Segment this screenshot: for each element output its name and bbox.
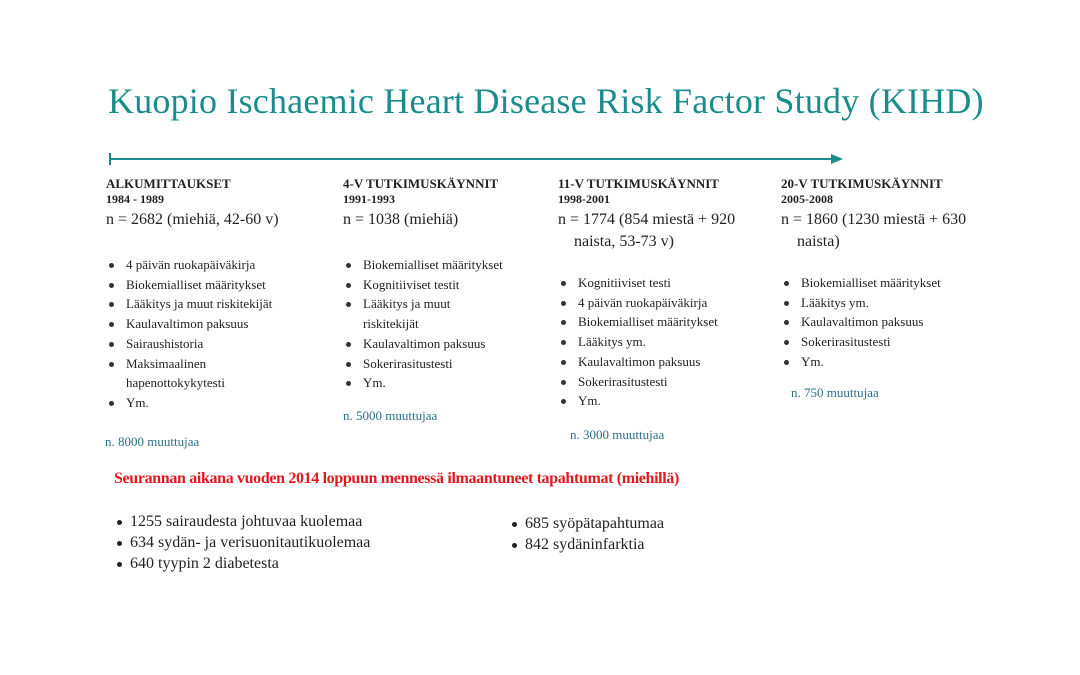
followup-events-left [115,511,370,574]
sample-size-text: n = 2682 (miehiä, 42-60 v) [106,211,279,228]
variable-count: n. 750 muuttujaa [791,384,879,400]
phase-column-4-year [343,176,503,424]
list-item: Biokemialliset määritykset [106,275,279,295]
list-item: Lääkitys ym. [558,332,735,352]
sample-size-line-1: n = 1860 (1230 miestä + 630 [781,211,967,228]
variable-count: n. 8000 muuttujaa [105,433,200,449]
list-item: Kaulavaltimon paksuus [558,352,735,372]
phase-years: 1998-2001 [558,192,610,206]
list-item: Sairaushistoria [106,334,279,354]
phase-years: 1984 - 1989 [106,192,164,206]
list-item: Kognitiiviset testi [558,273,735,293]
list-item: Kaulavaltimon paksuus [106,314,279,334]
list-item: Lääkitys ym. [781,293,966,313]
list-item-text: Maksimaalinen hapenottokykytesti [126,355,225,391]
followup-events-right [510,513,664,555]
sample-size-line-2: naista) [797,233,840,250]
arrow-head-icon [831,154,843,164]
measurement-list [106,255,279,413]
phase-name: 4-V TUTKIMUSKÄYNNIT [343,176,499,191]
sample-size-text: n = 1038 (miehiä) [343,211,459,228]
event-item: 685 syöpätapahtumaa [510,513,664,534]
page-title: Kuopio Ischaemic Heart Disease Risk Factor Study (KIHD) [108,81,984,121]
list-item: Sokerirasitustesti [781,332,966,352]
list-item: 4 päivän ruokapäiväkirja [106,255,279,275]
list-item: Ym. [558,391,735,411]
timeline-line [109,158,833,160]
event-item: 640 tyypin 2 diabetesta [115,553,370,574]
followup-heading: Seurannan aikana vuoden 2014 loppuun mennessä ilmaantuneet tapahtumat (miehillä) [114,470,680,487]
phase-column-11-year [558,176,735,443]
sample-size-line-2: naista, 53-73 v) [574,233,674,250]
measurement-list [558,273,735,411]
variable-count: n. 5000 muuttujaa [343,407,438,423]
phase-sample-size [781,209,966,253]
event-item: 634 sydän- ja verisuonitautikuolemaa [115,532,370,553]
list-item: Sokerirasitustesti [343,354,503,374]
event-item: 842 sydäninfarktia [510,534,664,555]
variable-count: n. 3000 muuttujaa [570,426,665,442]
list-item [106,354,276,393]
sample-size-line-1: n = 1774 (854 miestä + 920 [558,211,736,228]
phase-name: 11-V TUTKIMUSKÄYNNIT [558,176,719,191]
measurement-list [781,273,966,372]
phase-column-baseline [106,176,279,450]
list-item: Ym. [106,393,279,413]
phase-sample-size [558,209,735,253]
measurement-list [343,255,503,393]
list-item: Sokerirasitustesti [558,372,735,392]
list-item: Kaulavaltimon paksuus [781,312,966,332]
list-item: Biokemialliset määritykset [343,255,503,275]
list-item: Biokemialliset määritykset [558,312,735,332]
phase-sample-size [343,209,503,231]
list-item: 4 päivän ruokapäiväkirja [558,293,735,313]
timeline-arrow [109,151,844,167]
phase-sample-size [106,209,279,231]
phase-name: ALKUMITTAUKSET [106,176,231,191]
phase-years: 2005-2008 [781,192,833,206]
list-item: Ym. [781,352,966,372]
list-item: Kognitiiviset testit [343,275,503,295]
phase-column-20-year [781,176,966,401]
list-item: Ym. [343,373,503,393]
list-item: Lääkitys ja muut riskitekijät [106,294,279,314]
event-item: 1255 sairaudesta johtuvaa kuolemaa [115,511,370,532]
list-item: Kaulavaltimon paksuus [343,334,503,354]
phase-years: 1991-1993 [343,192,395,206]
phase-name: 20-V TUTKIMUSKÄYNNIT [781,176,943,191]
list-item-text: Lääkitys ja muut riskitekijät [363,296,451,332]
list-item: Biokemialliset määritykset [781,273,966,293]
list-item [343,294,483,333]
